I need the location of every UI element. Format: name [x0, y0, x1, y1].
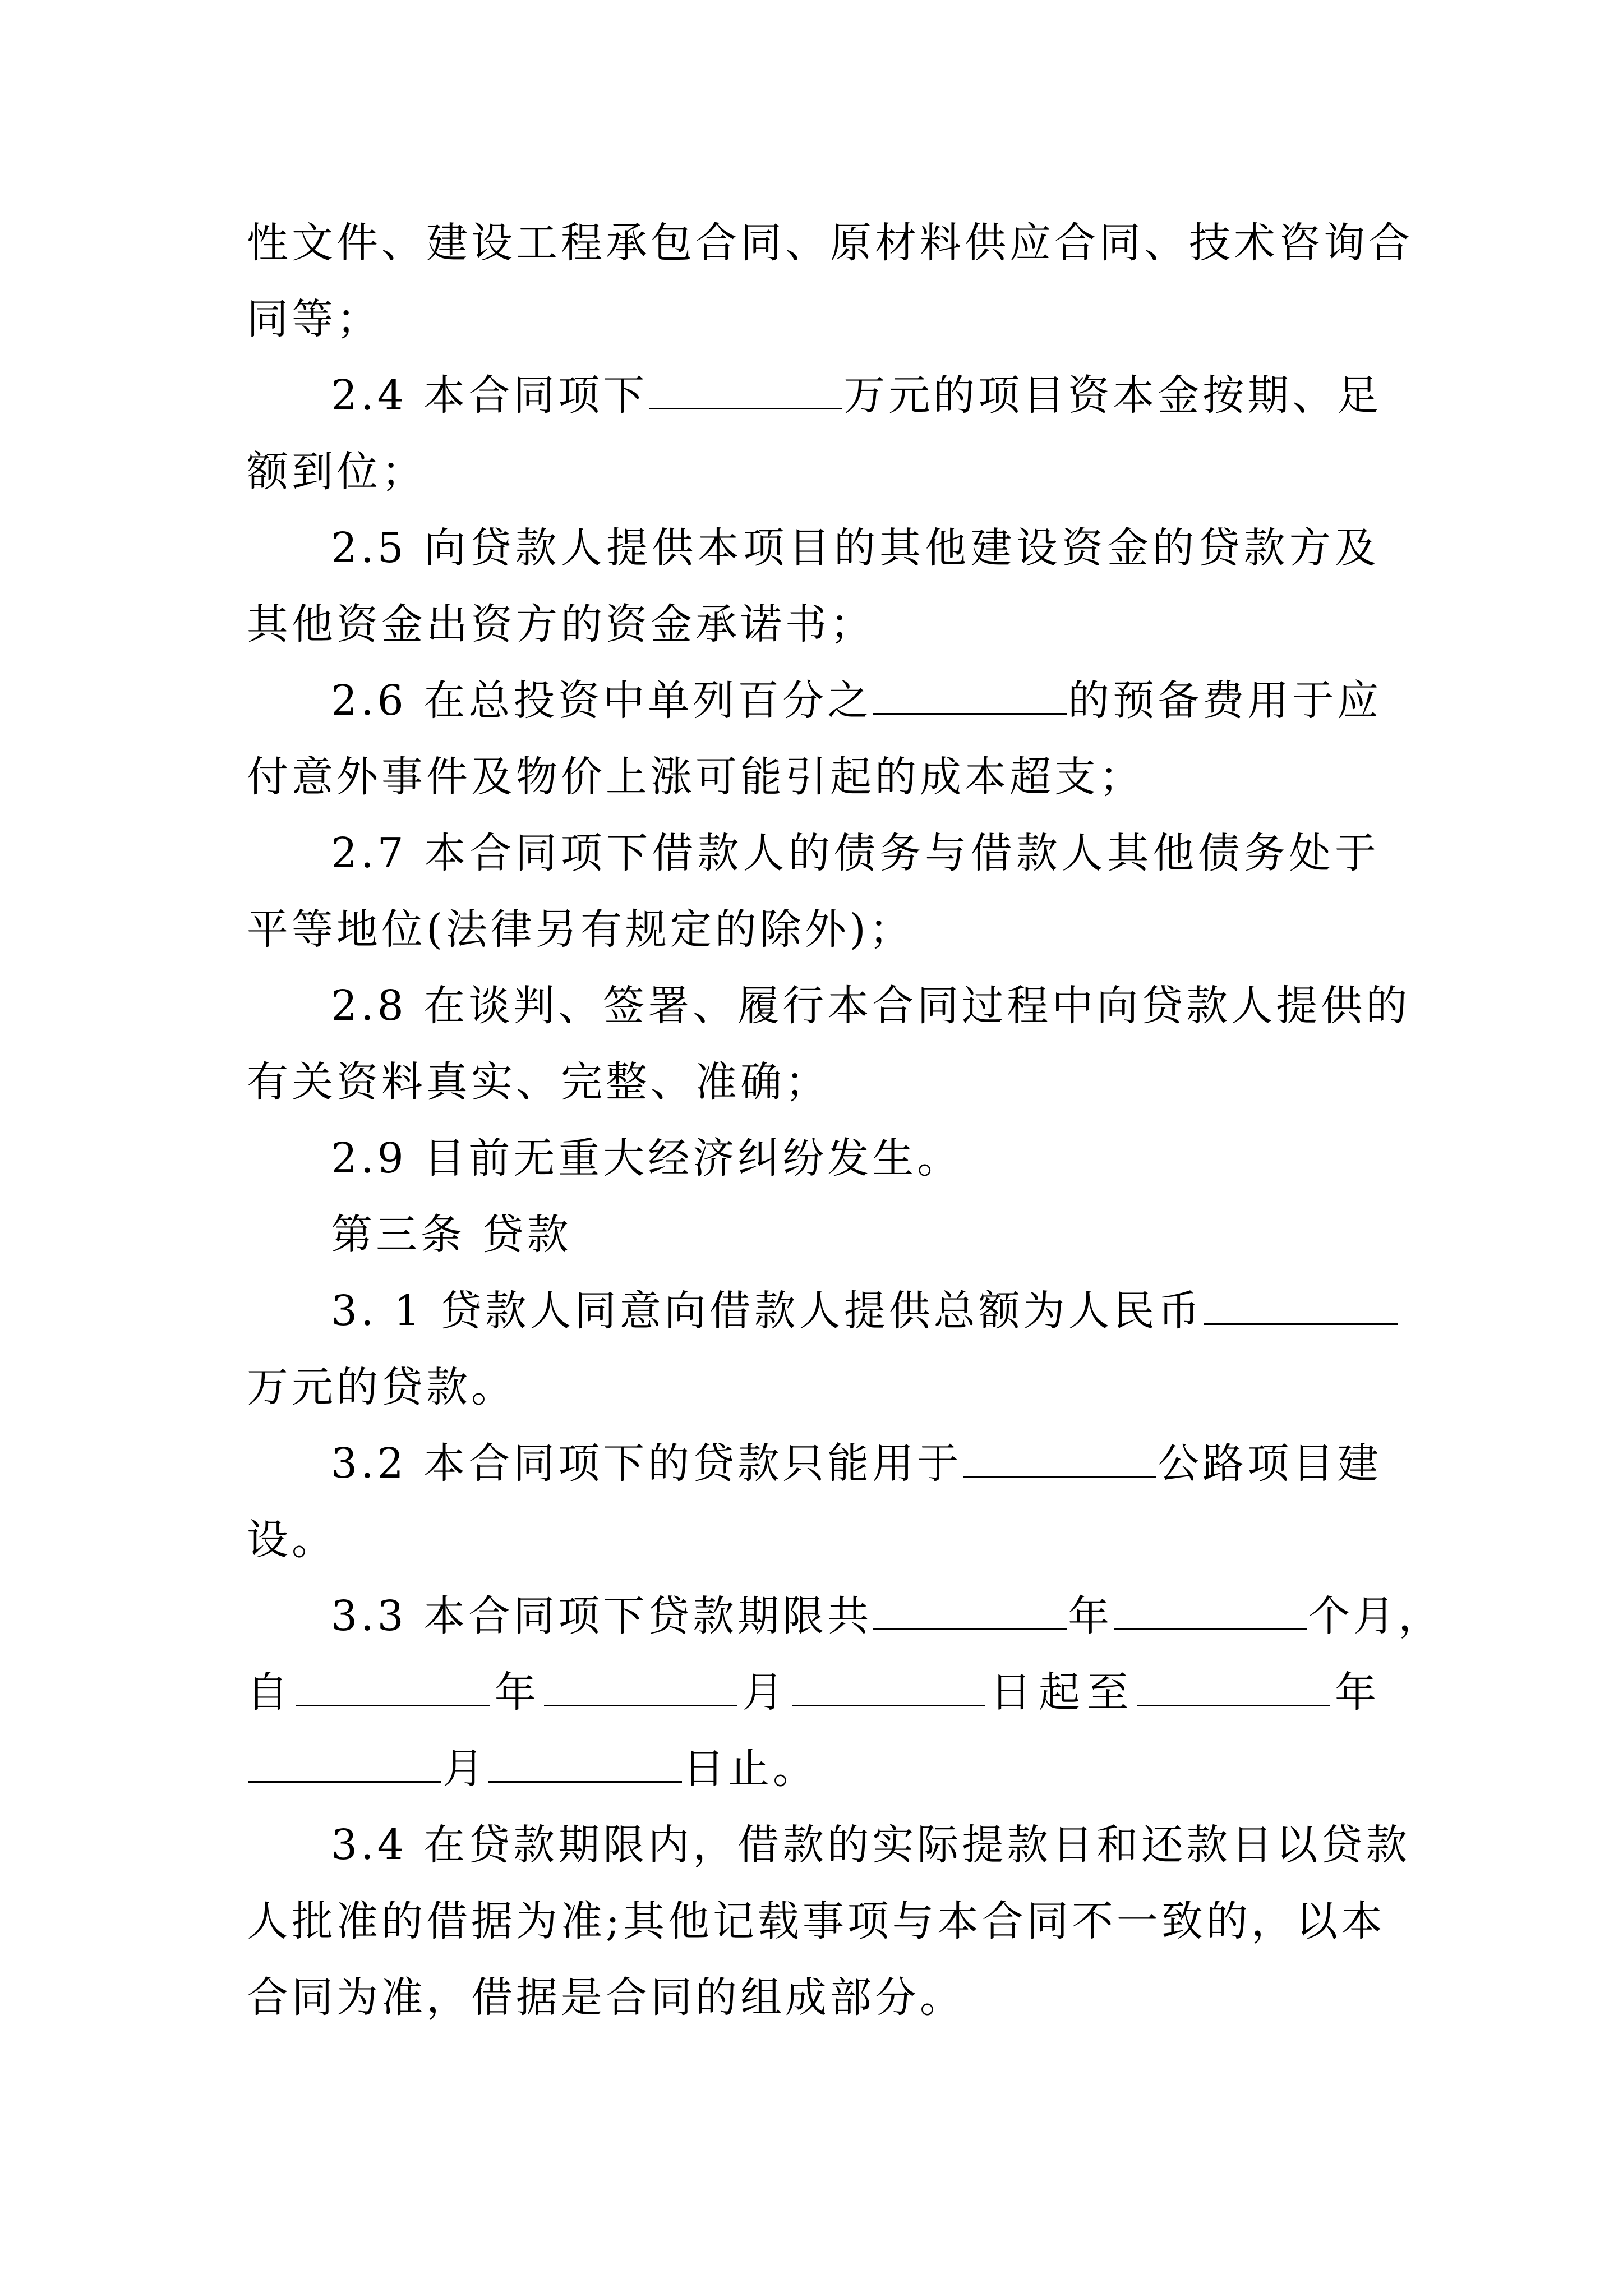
fill-in-blank[interactable]: [963, 1439, 1156, 1478]
clause-2-4: [247, 357, 1380, 434]
text-line: 设。: [247, 1516, 336, 1564]
clause-2-9: [247, 1120, 1380, 1197]
text-line: 个月，: [1308, 1592, 1444, 1640]
text-line: 的预备费用于应: [1068, 677, 1382, 725]
text-line: 3.4 在贷款期限内，借款的实际提款日和还款日以贷款: [331, 1821, 1411, 1869]
text-line: 平等地位(法律另有规定的除外)；: [247, 905, 914, 954]
clause-2-8: [247, 968, 1411, 1044]
fill-in-blank[interactable]: [649, 371, 842, 409]
text-line: 2.4 本合同项下: [331, 371, 648, 420]
clause-2-6: [247, 662, 1380, 739]
paragraph-line: [247, 281, 1380, 357]
text-line: 万元的贷款。: [247, 1363, 516, 1411]
fill-in-blank[interactable]: [248, 1744, 441, 1783]
paragraph-line: [247, 434, 1380, 510]
fill-in-blank[interactable]: [873, 1591, 1067, 1630]
clause-2-7: [247, 815, 1380, 891]
text-line: 月: [442, 1745, 487, 1793]
text-line: 日止。: [683, 1745, 818, 1793]
paragraph-line: [247, 891, 1380, 968]
text-line: 人批准的借据为准;其他记载事项与本合同不一致的，以本: [247, 1897, 1386, 1945]
text-line: 年: [491, 1668, 543, 1717]
text-line: 2.6 在总投资中单列百分之: [331, 677, 873, 725]
paragraph-line: [247, 1654, 1380, 1731]
clause-3-4: [247, 1807, 1411, 1883]
text-line: 合同为准，借据是合同的组成部分。: [247, 1973, 965, 2022]
text-line: 付意外事件及物价上涨可能引起的成本超支；: [247, 753, 1144, 801]
paragraph-line: [247, 1502, 1380, 1578]
text-line: 其他资金出资方的资金承诺书；: [247, 600, 875, 648]
text-line: 月: [739, 1668, 791, 1717]
paragraph-line: [247, 1959, 1380, 2036]
contract-text: [247, 205, 1444, 2036]
text-line: 2.9 目前无重大经济纠纷发生。: [331, 1134, 962, 1182]
fill-in-blank[interactable]: [296, 1668, 490, 1706]
paragraph-line: [247, 1731, 1380, 1807]
fill-in-blank[interactable]: [873, 676, 1067, 715]
text-line: 年: [1331, 1668, 1380, 1717]
text-line: 2.5 向贷款人提供本项目的其他建设资金的贷款方及: [331, 524, 1380, 572]
text-line: 3. 1 贷款人同意向借款人提供总额为人民币: [331, 1287, 1203, 1335]
text-line: 额到位；: [247, 448, 426, 496]
text-line: 万元的项目资本金按期、足: [843, 371, 1382, 420]
text-line: 性文件、建设工程承包合同、原材料供应合同、技术咨询合: [247, 219, 1413, 267]
article-3-heading: [247, 1197, 1380, 1273]
fill-in-blank[interactable]: [488, 1744, 682, 1783]
text-line: 2.7 本合同项下借款人的债务与借款人其他债务处于: [331, 829, 1380, 877]
clause-2-5: [247, 510, 1380, 586]
fill-in-blank[interactable]: [544, 1668, 737, 1706]
paragraph-line: [247, 1883, 1386, 1959]
text-line: 3.2 本合同项下的贷款只能用于: [331, 1439, 962, 1488]
clause-3-1: [247, 1273, 1380, 1349]
paragraph-line: [247, 739, 1380, 815]
text-line: 有关资料真实、完整、准确；: [247, 1058, 830, 1106]
fill-in-blank[interactable]: [792, 1668, 985, 1706]
fill-in-blank[interactable]: [1204, 1286, 1398, 1325]
text-line: 年: [1068, 1592, 1113, 1640]
section-heading: 第三条 贷款: [331, 1211, 572, 1259]
clause-3-2: [247, 1425, 1380, 1502]
text-line: 公路项目建: [1158, 1439, 1382, 1488]
paragraph-line: [247, 1044, 1380, 1120]
paragraph-line: [247, 586, 1380, 662]
clause-3-3: [247, 1578, 1444, 1654]
text-line: 2.8 在谈判、签署、履行本合同过程中向贷款人提供的: [331, 982, 1411, 1030]
text-line: 自: [247, 1668, 296, 1717]
text-line: 3.3 本合同项下贷款期限共: [331, 1592, 873, 1640]
text-line: 日起至: [986, 1668, 1136, 1717]
fill-in-blank[interactable]: [1114, 1591, 1307, 1630]
text-line: 同等；: [247, 295, 381, 343]
paragraph-line: [247, 1349, 1380, 1425]
fill-in-blank[interactable]: [1137, 1668, 1330, 1706]
paragraph-line: [247, 205, 1413, 281]
